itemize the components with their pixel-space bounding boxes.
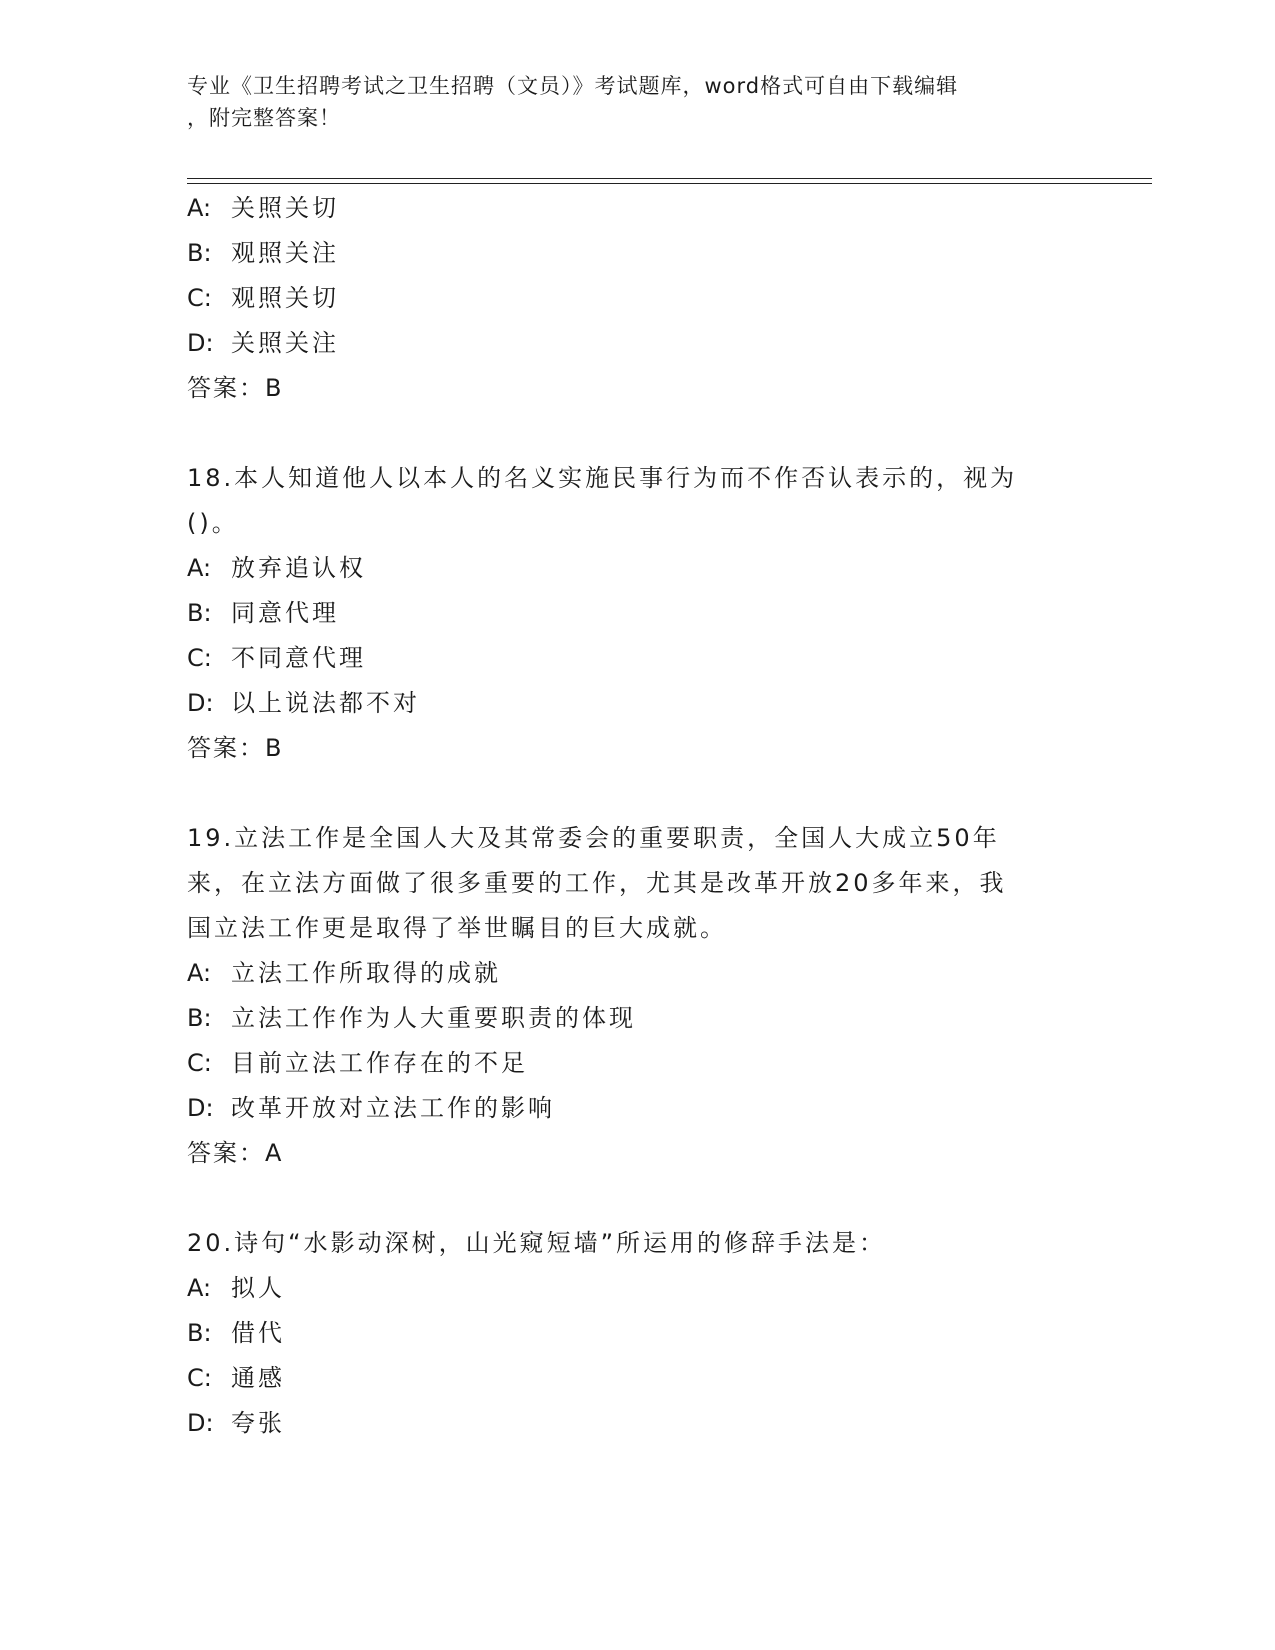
option-text: 立法工作作为人大重要职责的体现 — [231, 1004, 636, 1032]
q20-option-c — [187, 1363, 285, 1393]
option-letter: B: — [187, 1319, 212, 1347]
option-letter: B: — [187, 599, 212, 627]
q18-stem-line-2: ()。 — [187, 509, 239, 537]
q18-stem-line-1: 18.本人知道他人以本人的名义实施民事行为而不作否认表示的，视为 — [187, 464, 1018, 492]
option-text: 放弃追认权 — [231, 554, 366, 582]
option-letter: C: — [187, 1049, 212, 1077]
option-text: 目前立法工作存在的不足 — [231, 1049, 528, 1077]
header-title-line: 专业《卫生招聘考试之卫生招聘（文员）》考试题库，word格式可自由下载编辑 — [187, 74, 959, 98]
option-letter: A: — [187, 1274, 212, 1302]
option-letter: D: — [187, 1409, 214, 1437]
q17-option-a — [187, 193, 339, 223]
header-rule-bottom — [187, 183, 1152, 184]
q17-option-d — [187, 328, 339, 358]
q20-option-a — [187, 1273, 285, 1303]
q17-answer: 答案：B — [187, 374, 284, 402]
option-letter: B: — [187, 1004, 212, 1032]
option-text: 夸张 — [231, 1409, 285, 1437]
q18-option-a — [187, 553, 366, 583]
option-letter: B: — [187, 239, 212, 267]
option-text: 借代 — [231, 1319, 285, 1347]
q19-option-d — [187, 1093, 555, 1123]
q19-stem-line-1: 19.立法工作是全国人大及其常委会的重要职责，全国人大成立50年 — [187, 824, 1000, 852]
option-text: 观照关切 — [231, 284, 339, 312]
q19-answer: 答案：A — [187, 1139, 284, 1167]
option-letter: C: — [187, 1364, 212, 1392]
option-text: 同意代理 — [231, 599, 339, 627]
q18-answer: 答案：B — [187, 734, 284, 762]
option-text: 立法工作所取得的成就 — [231, 959, 501, 987]
option-letter: C: — [187, 284, 212, 312]
q17-option-b — [187, 238, 339, 268]
option-letter: A: — [187, 554, 212, 582]
q19-option-a — [187, 958, 501, 988]
option-letter: A: — [187, 959, 212, 987]
header-subtitle-line: ，附完整答案！ — [187, 106, 341, 130]
q19-option-c — [187, 1048, 528, 1078]
document-header — [187, 70, 1067, 134]
q19-option-b — [187, 1003, 636, 1033]
q17-option-c — [187, 283, 339, 313]
option-letter: D: — [187, 1094, 214, 1122]
option-letter: D: — [187, 689, 214, 717]
q18-option-c — [187, 643, 366, 673]
option-letter: D: — [187, 329, 214, 357]
q20-option-b — [187, 1318, 285, 1348]
option-text: 通感 — [231, 1364, 285, 1392]
option-text: 拟人 — [231, 1274, 285, 1302]
option-letter: C: — [187, 644, 212, 672]
option-text: 以上说法都不对 — [231, 689, 420, 717]
q19-stem-line-2: 来，在立法方面做了很多重要的工作，尤其是改革开放20多年来，我 — [187, 869, 1007, 897]
option-text: 观照关注 — [231, 239, 339, 267]
option-letter: A: — [187, 194, 212, 222]
option-text: 不同意代理 — [231, 644, 366, 672]
q18-option-b — [187, 598, 339, 628]
option-text: 改革开放对立法工作的影响 — [231, 1094, 555, 1122]
option-text: 关照关注 — [231, 329, 339, 357]
q20-stem-line-1: 20.诗句“水影动深树，山光窥短墙”所运用的修辞手法是： — [187, 1229, 887, 1257]
q19-stem-line-3: 国立法工作更是取得了举世瞩目的巨大成就。 — [187, 914, 727, 942]
header-rule-top — [187, 178, 1152, 179]
option-text: 关照关切 — [231, 194, 339, 222]
q18-option-d — [187, 688, 420, 718]
q20-option-d — [187, 1408, 285, 1438]
